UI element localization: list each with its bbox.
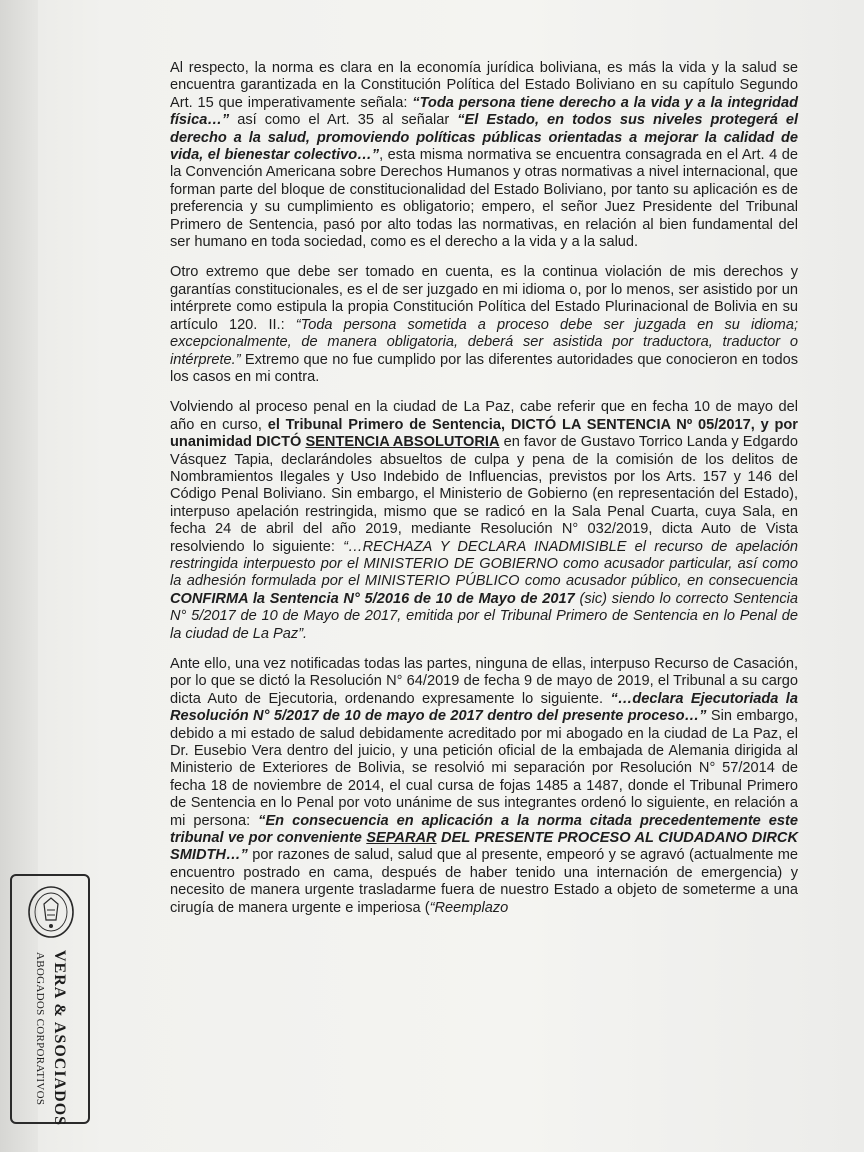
- text-run: Sin embargo, debido a mi estado de salud debidamente acreditado por mi abogado en la ciudad de La Paz, el Dr. Eusebio Vera dentro del juicio, y una petición oficial de la embajada de Alemania dirigida al Ministerio de Exteriores de Bolivia, se resolvió mi separación por Resolución N° 57/2014 de fecha 18 de noviembre de 2014, el cual cursa de fojas 1485 a 1487, donde el Tribunal Primero de Sentencia en lo Penal por voto unánime de sus integrantes ordenó lo siguiente, en relación a mi persona:: [170, 708, 798, 829]
- text-run: SEPARAR: [366, 830, 437, 847]
- text-run: DEL PRESENTE PROCESO AL CIUDADANO DIRCK SMIDTH…”: [170, 830, 799, 864]
- text-run: “…declara Ejecutoriada la Resolución N° 5/2017 de 10 de mayo de 2017 dentro del presente proceso…”: [170, 690, 798, 725]
- text-run: así como el Art. 35 al señalar: [229, 112, 458, 129]
- document-body: [170, 60, 798, 930]
- text-run: “El Estado, en todos sus niveles protegerá el derecho a la salud, promoviendo políticas públicas orientadas a mejorar la calidad de vida, el bienestar colectivo…”: [170, 112, 798, 164]
- law-firm-stamp: [10, 874, 90, 1127]
- paragraph-language-rights: [170, 264, 798, 386]
- text-run: “Reemplazo: [429, 899, 509, 916]
- text-run: Otro extremo que debe ser tomado en cuenta, es la continua violación de mis derechos y garantías constitucionales, es el de ser juzgado en mi idioma o, por lo menos, ser asistido por un intérprete como estipula la propia Constitución Política del Estado Plurinacional de Bolivia en su artículo 120. II.:: [170, 264, 798, 333]
- stamp-firm-subtitle: ABOGADOS CORPORATIVOS: [34, 952, 46, 1106]
- text-run: “…RECHAZA Y DECLARA INADMISIBLE el recurso de apelación restringida interpuesto por el MINISTERIO DE GOBIERNO como acusador particular, así como la adhesión formulada por el MINISTERIO PÚBLICO como acusador público, en consecuencia: [170, 538, 799, 590]
- text-run: “Toda persona tiene derecho a la vida y a la integridad física…”: [170, 94, 798, 129]
- seal-emblem-icon: [26, 884, 76, 940]
- text-run: Ante ello, una vez notificadas todas las partes, ninguna de ellas, interpuso Recurso de Casación, por lo que se dictó la Resolución N° 64/2019 de fecha 9 de mayo de 2019, el Tribunal a su cargo dicta Auto de Ejecutoria, ordenando expresamente lo siguiente.: [170, 656, 798, 707]
- text-run: “Toda persona sometida a proceso debe ser juzgada en su idioma; excepcionalmente, de manera obligatoria, deberá ser asistida por traductora, traductor o intérprete.”: [170, 316, 798, 368]
- text-run: Extremo que no fue cumplido por las diferentes autoridades que conocieron en todos los casos en mi contra.: [170, 351, 798, 385]
- text-run: en favor de Gustavo Torrico Landa y Edgardo Vásquez Tapia, declarándoles absueltos de culpa y pena de la comisión de los delitos de Nombramientos Ilegales y Uso Indebido de Influencias, previstos por los Arts. 157 y 146 del Código Penal Boliviano. Sin embargo, el Ministerio de Gobierno (en representación del Estado), interpuso apelación restringida, mismo que se radicó en la Sala Penal Cuarta, cuya Sala, en fecha 24 de abril del año 2019, mediante Resolución N° 032/2019, dicta Auto de Vista resolviendo lo siguiente:: [170, 434, 798, 555]
- stamp-firm-name: VERA & ASOCIADOS: [51, 950, 68, 1127]
- text-run: por razones de salud, salud que al presente, empeoró y se agravó (actualmente me encuentro postrado en cama, después de haber tenido una internación de emergencia) y necesito de manera urgente trasladarme fuera de nuestro Estado a objeto de someterme a una cirugía de manera urgente e imperiosa (: [170, 847, 798, 916]
- paragraph-execution-order: [170, 656, 798, 917]
- text-run: SENTENCIA ABSOLUTORIA: [305, 434, 500, 451]
- text-run: el Tribunal Primero de Sentencia, DICTÓ LA SENTENCIA Nº 05/2017, y por unanimidad DICTÓ: [170, 416, 798, 451]
- text-run: Volviendo al proceso penal en la ciudad de La Paz, cabe referir que en fecha 10 de mayo del año en curso,: [170, 399, 798, 433]
- text-run: (sic) siendo lo correcto Sentencia N° 5/2017 de 10 de Mayo de 2017, emitida por el Tribunal Primero de Sentencia en lo Penal de la ciudad de La Paz”.: [170, 590, 798, 642]
- text-run: CONFIRMA la Sentencia N° 5/2016 de 10 de Mayo de 2017: [170, 590, 575, 607]
- paragraph-criminal-process: [170, 399, 798, 643]
- paragraph-health-rights: [170, 60, 798, 251]
- text-run: “En consecuencia en aplicación a la norma citada precedentemente este tribunal ve por conveniente: [170, 812, 798, 847]
- text-run: Al respecto, la norma es clara en la economía jurídica boliviana, es más la vida y la salud se encuentra garantizada en la Constitución Política del Estado Boliviano en su capítulo Segundo Art. 15 que imperativamente señala:: [170, 60, 798, 111]
- text-run: , esta misma normativa se encuentra consagrada en el Art. 4 de la Convención Americana sobre Derechos Humanos y otras normativas a nivel internacional, que forman parte del bloque de constitucionalidad del Estado Boliviano, por tanto su aplicación es de preferencia y su cumplimiento es obligatorio; empero, el señor Juez Presidente del Tribunal Primero de Sentencia, pasó por alto todas las normativas, en relación al bien fundamental del ser humano en toda sociedad, como es el derecho a la vida y a la salud.: [170, 147, 798, 251]
